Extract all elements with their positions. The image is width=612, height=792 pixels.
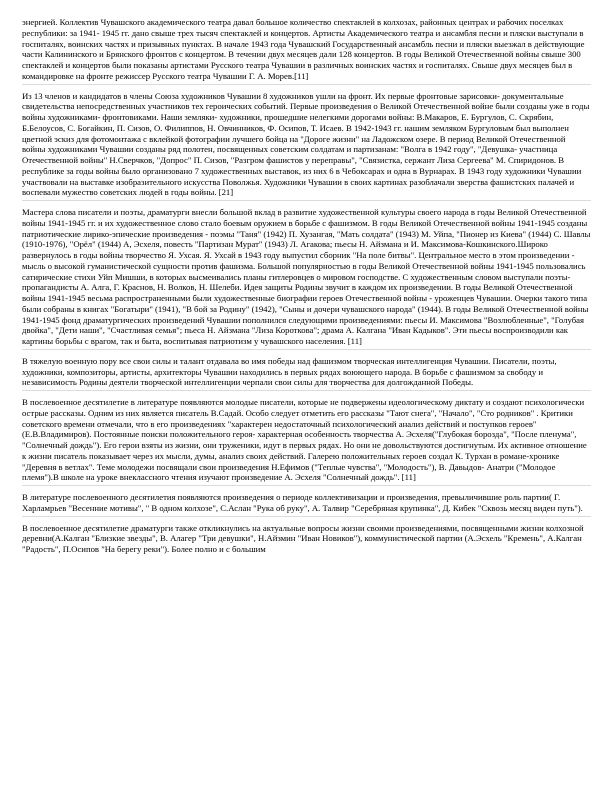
paragraph-theatre: энергией. Коллектив Чувашского академического театра давал большое количество спектаклей в колхозах, районных центрах и рабочих поселках республики: за 1941- 1945 гг. дано свыше трех тысяч спектаклей и концертов. Артисты Академического театра и ансамбля песни и пляски выступали в госпиталях, воинских частях и призывных пунктах. В начале 1943 года Чувашский Государственный ансамбль песни и пляски выезжал в действующие части Калининского и Брянского фронтов с концертом. В течении двух месяцев дали 128 концертов. В годы Великой Отечественной войны свыше 300 спектаклей и концертов были показаны артистами Русского театра Чувашии в различных воинских частях и госпиталях. Свыше двух месяцев был в командировке на фронте режиссер Русского театра Чувашии Г. А. Морев.[11] — [22, 17, 591, 85]
paragraph-collectivization: В литературе послевоенного десятилетия появляются произведения о периоде коллективизации и произведения, превыличившие роль партии( Г. Харламрьев "Весенние мотивы", " В одном колхозе", С.Аслан "Рука об руку", А. Талвир "Серебряная крупинка", Д. Кибек "Сквозь месяц виден путь"). — [22, 492, 591, 517]
paragraph-postwar-literature: В послевоенное десятилетие в литературе появляются молодые писатели, которые не подвержены идеологическому диктату и создают психологически острые рассказы. Одним из них является писатель В.Садай. Особо следует отметить его рассказы "Тают снега", "Начало", "Сто родников" . Критики советского времени отмечали, что в его произведениях "характерен недостаточный психологический анализ действий и поступков героев" (Е.В.Владимиров). Постоянные поиски положительного героя- характерная особенность творчества А. Эсхеля("Глубокая борозда", "После пленума", "Солнечный дождь"). Его герои взяты из жизни, они труженики, идут в первых рядах. Но они не довольствуются достигнутым. Их активное отношение к жизни писатель показывает через их мысли, думы, анализ своих действий. Галерею положительных героев создал К. Турхан в романе-хронике "Деревня в ветлах". Теме молодежи посвящали свои произведения Н.Ефимов ("Теплые чувства", "Молодость"), В. Давыдов- Анатри ("Молодое племя").В школе на уроке внеклассного чтения изучают произведение А. Эсхеля "Солнечный дождь". [11] — [22, 397, 591, 486]
paragraph-artists: Из 13 членов и кандидатов в члены Союза художников Чувашии 8 художников ушли на фронт. Их первые фронтовые зарисовки- документальные свидетельства непосредственных участников тех героических событий. Первые произведения о Великой Отечественной войне были созданы уже в годы войны художниками- фронтовиками. Наши земляки- художники, прошедшие нелегкими дорогами войны: В.Макаров, Е. Бургулов, С. Скрябин, Б.Белоусов, С. Богайкин, П. Сизов, О. Филиппов, Н. Овчинников, Ф. Осипов, Т. Исаев. В 1942-1943 гг. нашим земляком Бургуловым был выполнен цветной эскиз для фотомонтажа с вклейкой фотографии лучшего бойца на "Дороге жизни" на Ладожском озере. В период Великой Отечественной войны художниками Чувашии созданы ряд полотен, посвященных советским солдатам и партизанам: "Волга в 1942 году", "Девушка- участница Отечественной войны" Н.Сверчков, "Допрос" П. Сизов, "Разгром фашистов у переправы", "Связистка, сержант Лиза Сергеева" М. Спиридонов. В республике за годы войны было организовано 7 художественных выставок, из них 6 в Чебоксарах и одна в Вурнарах. В 1943 году художники Чувашии участвовали на выставке изобразительного искусства Поволжья. Художники Чувашии в своих картинах разоблачали зверства фашистских палачей и воспевали мужество советских людей в годы войны. [21] — [22, 91, 591, 202]
paragraph-postwar-drama: В послевоенное десятилетие драматурги также откликнулись на актуальные вопросы жизни своими произведениями, посвященными жизни колхозной деревни(А.Калган "Близкие звезды", В. Алагер "Три девушки", Н.Айзмин "Иван Новиков"), коммунистической партии (А.Эсхель "Кремень", А.Калган "Радость", П.Осипов "На берегу реки"). Более полно и с большим — [22, 522, 584, 554]
paragraph-intelligentsia: В тяжелую военную пору все свои силы и талант отдавала во имя победы над фашизмом творческая интеллигенция Чувашии. Писатели, поэты, художники, композиторы, артисты, архитекторы Чувашии находились в первых рядах воюющего народа. В борьбе с фашизмом за свободу и независимость Родины деятели творческой интеллигенции черпали свои силы для творчества для долгожданной Победы. — [22, 356, 591, 391]
paragraph-writers: Мастера слова писатели и поэты, драматурги внесли большой вклад в развитие художественной культуры своего народа в годы Великой Отечественной войны 1941-1945 гг. и их художественное слово стало боевым оружием в борьбе с фашизмом. В годы Великой Отечественной войны 1941-1945 созданы патриотические лирико-эпические произведения - поэмы "Таня" (1942) П. Хузангая, "Мать солдата" (1943) М. Уйпа, "Пионер из Киева" (1944) С. Шавлы (1910-1976), "Орёл" (1944) А, Эсхеля, повесть "Партизан Мурат" (1943) Л. Агакова; пьесы Н. Айзмана и И. Максимова-Кошкинского.Широко развернулось в годы войны творчество Я. Ухсая. Я. Ухсай в 1943 году выпустил сборник "На поле битвы". Центральное место в этом произведении - мысль о высокой гуманистической сущности против фашизма. Большой популярностью в годы Великой Отечественной войны 1941-1945 пользовались сатирические стихи Уйп Мишши, в которых высмеивались планы гитлеровцев о мировом господстве. С художественным словом выступали поэты- пропагандисты А. Алга, Г. Краснов, Н. Волков, Н. Шелеби. Идея защиты Родины звучит в каждом их произведении. В годы Великой Отечественной войны 1941-1945 весьма распространенными были художественные биографии героев Отечественной войны - уроженцев Чувашии. Очерки такого типа были собраны в книгах "Богатыри" (1941), "В бой за Родину" (1942), "Сыны и дочери чувашского народа" (1944). В годы Великой Отечественной войны 1941-1945 фонд драматургических произведений Чувашии пополнился следующими произведениями: пьесы И. Максимова "Возлюбленные", "Голубая двойка", "Дети наши", "Счастливая семья"; пьеса Н. Айзмана "Лиза Короткова"; драма А. Калгана "Иван Кадыков". Эти пьесы воспроизводили как картины борьбы с врагом, так и быта, воспитывая патриотизм у чувашского населения. [11] — [22, 207, 591, 350]
